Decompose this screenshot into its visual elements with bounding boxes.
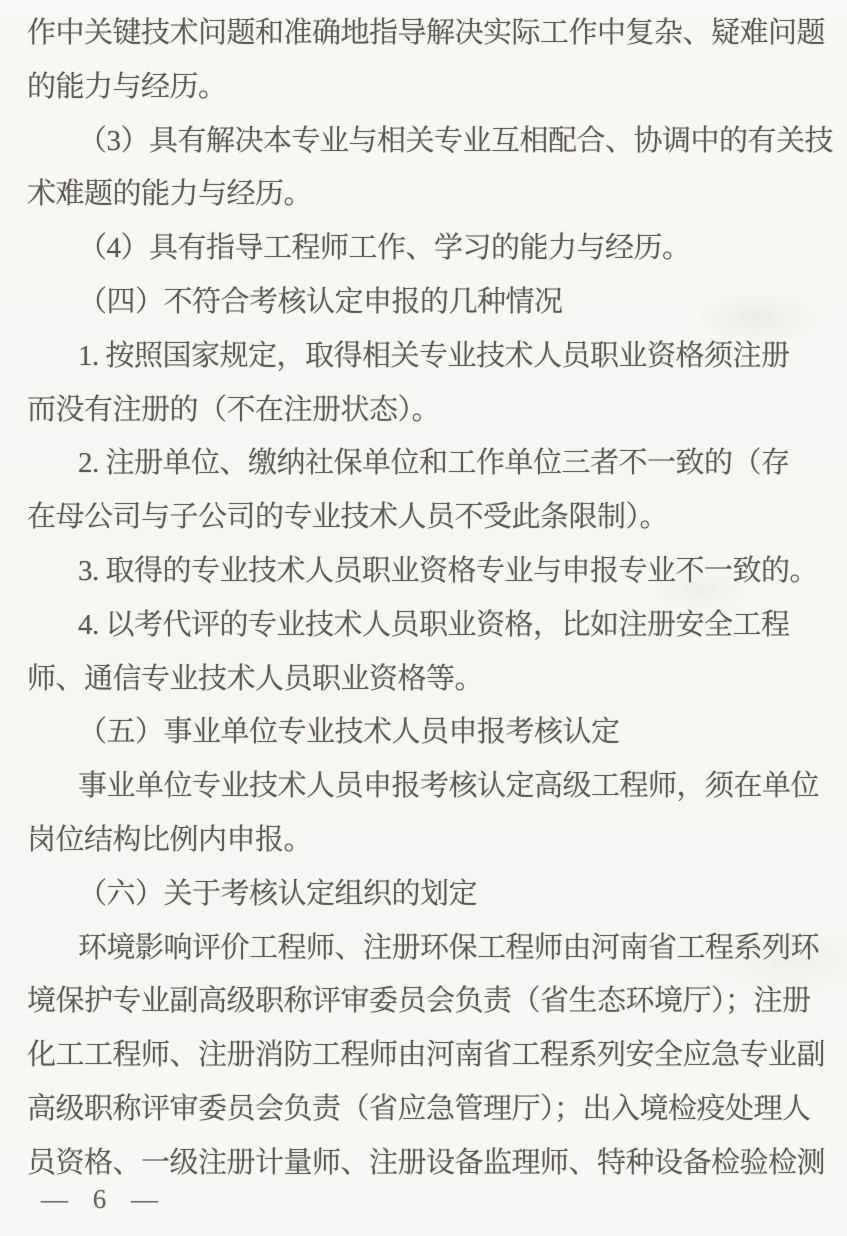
text-line: 化工工程师、注册消防工程师由河南省工程系列安全应急专业副 (27, 1039, 826, 1072)
text-line: 员资格、一级注册计量师、注册设备监理师、特种设备检验检测 (27, 1146, 826, 1179)
text-line: （六）关于考核认定组织的划定 (78, 877, 478, 910)
text-line: 环境影响评价工程师、注册环保工程师由河南省工程系列环 (78, 931, 820, 964)
text-line: （4）具有指导工程师工作、学习的能力与经历。 (78, 232, 691, 265)
text-line: 1. 按照国家规定，取得相关专业技术人员职业资格须注册 (78, 339, 790, 372)
text-line: （3）具有解决本专业与相关专业互相配合、协调中的有关技 (78, 124, 834, 157)
document-text-block (27, 7, 832, 1191)
text-line: 岗位结构比例内申报。 (27, 823, 313, 856)
text-line: 在母公司与子公司的专业技术人员不受此条限制）。 (27, 501, 669, 534)
text-line: 的能力与经历。 (27, 70, 227, 103)
text-line: 师、通信专业技术人员职业资格等。 (27, 662, 484, 695)
text-line: 2. 注册单位、缴纳社保单位和工作单位三者不一致的（存 (78, 447, 790, 480)
text-line: （四）不符合考核认定申报的几种情况 (78, 285, 563, 318)
text-line: （五）事业单位专业技术人员申报考核认定 (78, 716, 620, 749)
text-line: 而没有注册的（不在注册状态）。 (27, 393, 441, 426)
text-line: 高级职称评审委员会负责（省应急管理厅）；出入境检疫处理人 (27, 1092, 811, 1125)
text-line: 术难题的能力与经历。 (27, 178, 313, 211)
text-line: 3. 取得的专业技术人员职业资格专业与申报专业不一致的。 (78, 554, 819, 587)
text-line: 4. 以考代评的专业技术人员职业资格，比如注册安全工程 (78, 608, 790, 641)
text-line: 作中关键技术问题和准确地指导解决实际工作中复杂、疑难问题 (27, 17, 826, 49)
text-line: 事业单位专业技术人员申报考核认定高级工程师，须在单位 (78, 770, 820, 803)
text-line: 境保护专业副高级职称评审委员会负责（省生态环境厅）；注册 (27, 985, 811, 1018)
page-number: — 6 — (41, 1184, 160, 1214)
